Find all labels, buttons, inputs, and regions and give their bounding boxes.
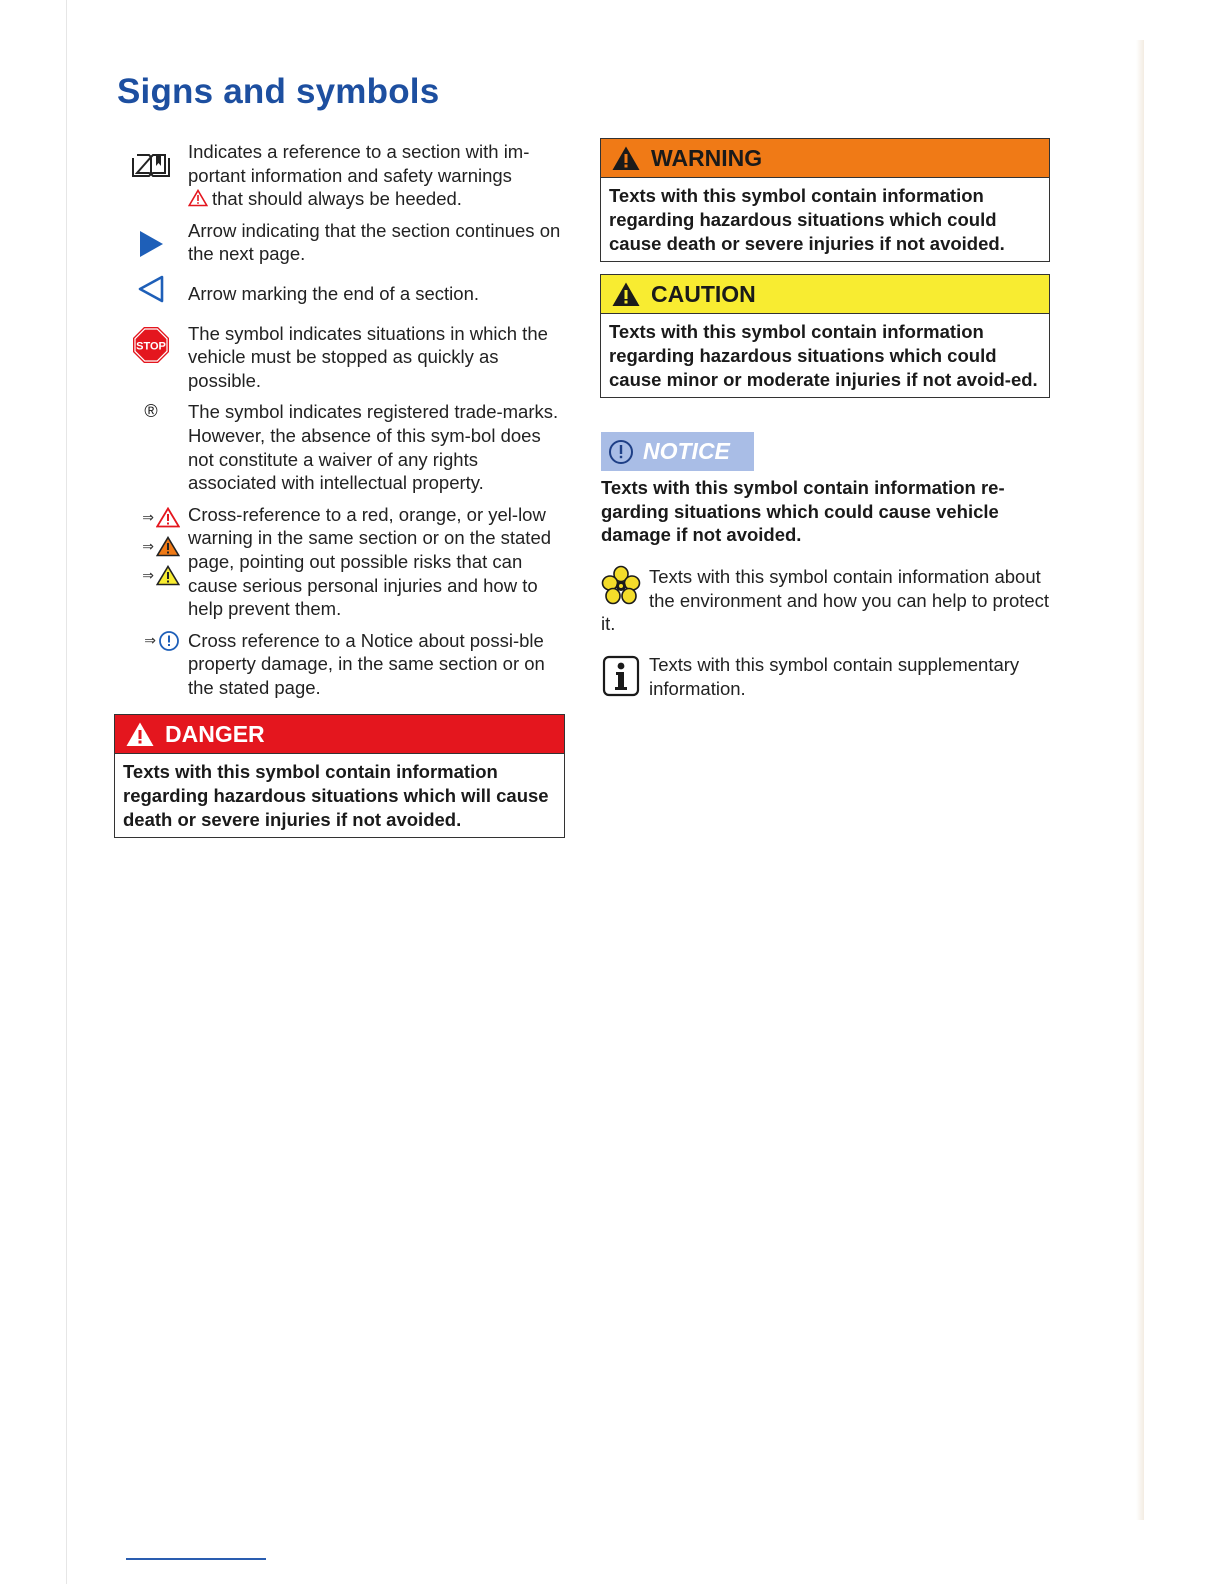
caution-header (601, 275, 1049, 313)
yellow-warning-triangle-icon (156, 565, 180, 586)
symbol-row-cross-notice (120, 629, 568, 700)
cross-notice-icons (128, 629, 180, 653)
outline-arrow-left-icon (120, 274, 182, 304)
symbol-row-continues (120, 219, 568, 266)
info-icon (601, 653, 641, 699)
cross-warning-icons (128, 503, 180, 590)
danger-header (115, 715, 564, 753)
caution-text: Texts with this symbol contain information regarding hazardous situations which could cause minor or moderate injuries if not avoid-ed. (601, 313, 1049, 397)
orange-warning-triangle-icon (156, 536, 180, 557)
continues-text: Arrow indicating that the section continues on the next page. (188, 219, 561, 265)
cross-ref-arrow: ⇒ (142, 508, 154, 525)
stop-sign-label: STOP (136, 340, 166, 353)
cross-ref-arrow: ⇒ (142, 537, 154, 554)
stop-text: The symbol indicates situations in which the vehicle must be stopped as quickly as possible. (188, 322, 548, 391)
warning-triangle-icon (611, 145, 641, 172)
flower-environment-icon (601, 565, 641, 611)
environment-text: Texts with this symbol contain information about the environment and how you can help to protect it. (601, 566, 1050, 635)
warning-text: Texts with this symbol contain information regarding hazardous situations which could cause death or severe injuries if not avoided. (601, 177, 1049, 261)
end-text: Arrow marking the end of a section. (188, 282, 480, 304)
warning-header (601, 139, 1049, 177)
warning-label: WARNING (651, 144, 763, 171)
cross-ref-arrow: ⇒ (142, 566, 154, 583)
info-note (601, 653, 1051, 700)
caution-box (600, 274, 1050, 398)
cross-ref-orange (128, 532, 180, 561)
cross-ref-notice (128, 629, 180, 653)
reference-text-after: that should always be heeded. (212, 188, 462, 210)
page-title: Signs and symbols (117, 72, 440, 111)
cross-ref-yellow (128, 561, 180, 590)
stop-sign-icon (120, 326, 182, 364)
warning-box (600, 138, 1050, 262)
notice-label: NOTICE (643, 438, 730, 464)
symbol-row-end (120, 282, 568, 306)
notice-tag (601, 432, 754, 471)
info-text: Texts with this symbol contain supplementary information. (649, 654, 1020, 699)
registered-icon: ® (144, 401, 158, 422)
page-edge-shadow (1136, 40, 1144, 1520)
environment-note (601, 565, 1051, 636)
red-warning-triangle-icon (156, 507, 180, 528)
filled-arrow-right-icon (120, 229, 182, 259)
symbol-row-reference (120, 140, 568, 211)
registered-text: The symbol indicates registered trade-marks. However, the absence of this sym-bol does not constitute a waiver of any rights associated with intellectual property. (188, 401, 559, 494)
caution-label: CAUTION (651, 280, 756, 307)
danger-warning-icon (125, 721, 155, 748)
book-icon (120, 152, 182, 178)
footer-rule (126, 1558, 266, 1560)
symbol-row-registered (120, 400, 568, 494)
cross-warning-text: Cross-reference to a red, orange, or yel-low warning in the same section or on the stated page, pointing out possible risks that can cause serious personal injuries and how to help prevent them. (188, 503, 552, 620)
cross-notice-text: Cross reference to a Notice about possi-ble property damage, in the same section or on the stated page. (188, 629, 545, 698)
symbol-list (120, 140, 568, 707)
symbol-row-stop (120, 322, 568, 393)
page-edge (66, 0, 67, 1584)
symbol-row-cross-warning (120, 503, 568, 621)
danger-text: Texts with this symbol contain information regarding hazardous situations which will cause death or severe injuries if not avoided. (115, 753, 564, 837)
notice-circle-icon (607, 438, 635, 466)
reference-text: Indicates a reference to a section with im-portant information and safety warnings (188, 141, 530, 186)
cross-ref-red (128, 503, 180, 532)
cross-ref-arrow: ⇒ (144, 632, 156, 649)
caution-triangle-icon (611, 281, 641, 308)
danger-box (114, 714, 565, 838)
warning-triangle-icon (188, 189, 208, 207)
notice-circle-icon (158, 630, 180, 652)
notice-text: Texts with this symbol contain information re-garding situations which could cause vehicle damage if not avoided. (601, 477, 1005, 546)
danger-label: DANGER (165, 720, 265, 747)
